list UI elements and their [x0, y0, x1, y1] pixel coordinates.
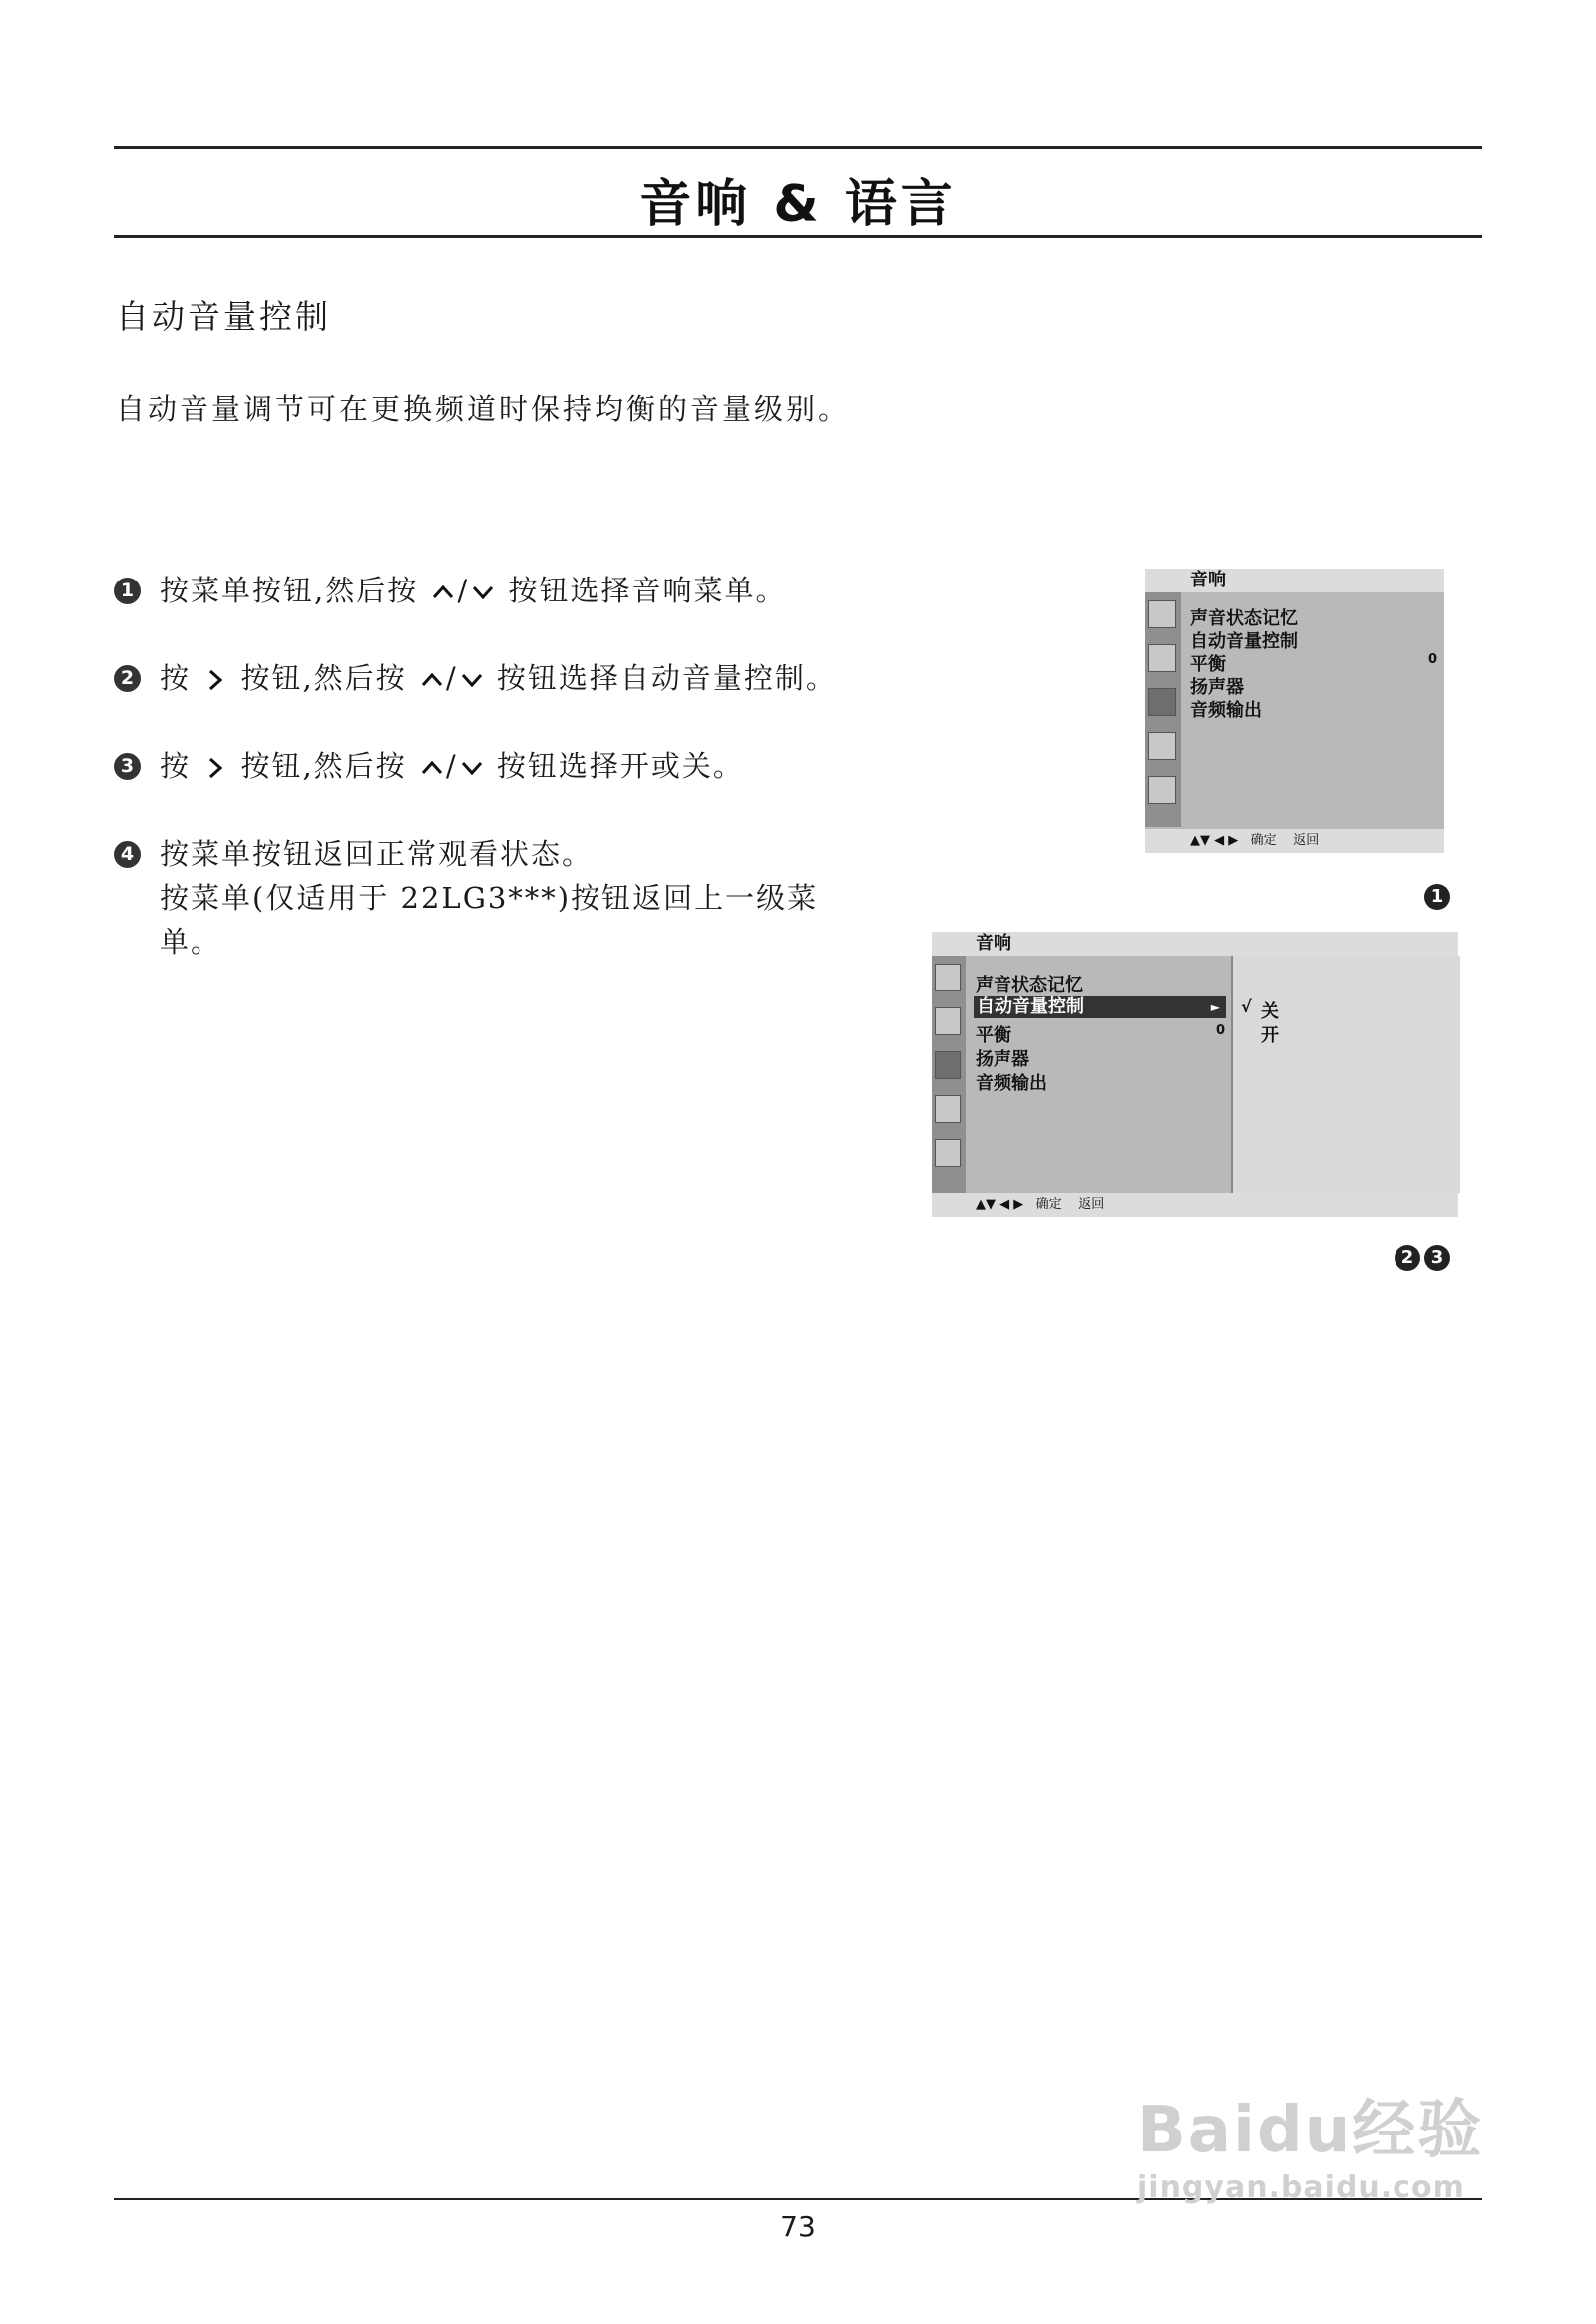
down-arrow-icon: [460, 756, 484, 780]
step-text: 按钮选择自动音量控制。: [496, 661, 837, 695]
step-2: [114, 656, 872, 700]
figure-label-1: [1424, 884, 1450, 910]
ok-hint: 确定: [1250, 833, 1277, 848]
up-arrow-icon: [420, 756, 444, 780]
screen-icon: [1148, 644, 1176, 672]
osd-item[interactable]: 声音状态记忆: [1190, 608, 1298, 629]
step-text: 按: [160, 661, 192, 695]
osd-side-icons: [932, 956, 966, 1193]
right-arrow-icon: [203, 668, 227, 692]
sound-icon: [935, 1051, 961, 1079]
step-text: 按钮选择开或关。: [496, 749, 744, 783]
up-arrow-icon: [420, 668, 444, 692]
osd-footer: [932, 1193, 1458, 1217]
submenu-arrow-icon: ►: [1210, 1000, 1220, 1014]
steps-list: [114, 569, 872, 1007]
option-off[interactable]: 关: [1261, 1001, 1279, 1022]
baidu-watermark: [1137, 2079, 1483, 2205]
slash: /: [445, 661, 458, 695]
step-text: 按菜单按钮,然后按: [160, 574, 419, 607]
step-text: 按钮,然后按: [240, 661, 407, 695]
osd-item[interactable]: 音频输出: [976, 1073, 1047, 1094]
back-hint: 返回: [1293, 833, 1320, 848]
timer-icon: [1148, 732, 1176, 760]
ok-hint: 确定: [1035, 1197, 1062, 1212]
up-arrow-icon: [431, 581, 455, 604]
step-1: [114, 569, 872, 612]
top-rule: [114, 146, 1482, 149]
step-text: 按钮,然后按: [240, 749, 407, 783]
down-arrow-icon: [471, 581, 495, 604]
step-text: 按: [160, 749, 192, 783]
watermark-url: jingyan.baidu.com: [1137, 2170, 1465, 2205]
step-text: 按钮选择音响菜单。: [508, 574, 787, 607]
option-icon: [1148, 776, 1176, 804]
nav-hint: ▲▼ ◀ ▶: [1190, 833, 1239, 848]
figure-number: 1: [1424, 884, 1450, 910]
osd-side-icons: [1145, 592, 1181, 827]
osd-item-label: 自动音量控制: [977, 996, 1084, 1017]
osd-item[interactable]: 音频输出: [1190, 700, 1262, 721]
nav-hint: ▲▼ ◀ ▶: [976, 1197, 1024, 1212]
osd-title: 音响: [1190, 570, 1226, 590]
option-on[interactable]: 开: [1261, 1025, 1279, 1046]
check-mark-icon: √: [1241, 997, 1252, 1016]
figure-number: 3: [1424, 1245, 1450, 1271]
slash: /: [457, 574, 470, 607]
figure-label-2-3: [1395, 1245, 1450, 1271]
intro-text: 自动音量调节可在更换频道时保持均衡的音量级别。: [116, 392, 851, 426]
osd-item[interactable]: 平衡: [1190, 654, 1226, 675]
option-icon: [935, 1139, 961, 1167]
right-arrow-icon: [203, 756, 227, 780]
sound-icon: [1148, 688, 1176, 716]
section-heading: 自动音量控制: [116, 297, 331, 336]
down-arrow-icon: [460, 668, 484, 692]
osd-item[interactable]: 自动音量控制: [1190, 631, 1298, 652]
osd-menu-1: [1145, 569, 1444, 853]
screen-icon: [935, 1007, 961, 1035]
step-text: 按菜单按钮返回正常观看状态。: [160, 837, 594, 871]
step-3: [114, 744, 872, 788]
step-number: 4: [114, 841, 141, 868]
balance-value: 0: [1216, 1023, 1226, 1038]
page-number: 73: [780, 2210, 816, 2243]
osd-item[interactable]: 平衡: [976, 1025, 1011, 1046]
osd-footer: [1145, 829, 1444, 853]
step-number: 3: [114, 753, 141, 780]
osd-item-selected[interactable]: [974, 996, 1226, 1018]
balance-value: 0: [1428, 652, 1438, 667]
osd-item[interactable]: 扬声器: [976, 1049, 1029, 1070]
slash: /: [445, 749, 458, 783]
timer-icon: [935, 1095, 961, 1123]
step-text: 按菜单(仅适用于 22LG3***)按钮返回上一级菜单。: [160, 881, 819, 959]
step-number: 1: [114, 578, 141, 604]
osd-header: [1145, 569, 1444, 592]
title-underline: [114, 235, 1482, 238]
osd-menu-2: [932, 932, 1458, 1217]
page-title: 音响 & 语言: [639, 175, 957, 234]
osd-header: [932, 932, 1458, 956]
picture-icon: [1148, 600, 1176, 628]
osd-item[interactable]: 声音状态记忆: [976, 975, 1083, 996]
picture-icon: [935, 964, 961, 991]
osd-item[interactable]: 扬声器: [1190, 677, 1244, 698]
back-hint: 返回: [1078, 1197, 1105, 1212]
watermark-logo-text: Baidu经验: [1137, 2094, 1484, 2167]
step-4: [114, 832, 872, 964]
osd-title: 音响: [976, 933, 1011, 954]
figure-number: 2: [1395, 1245, 1420, 1271]
submenu-panel: [1231, 956, 1460, 1193]
step-number: 2: [114, 665, 141, 692]
